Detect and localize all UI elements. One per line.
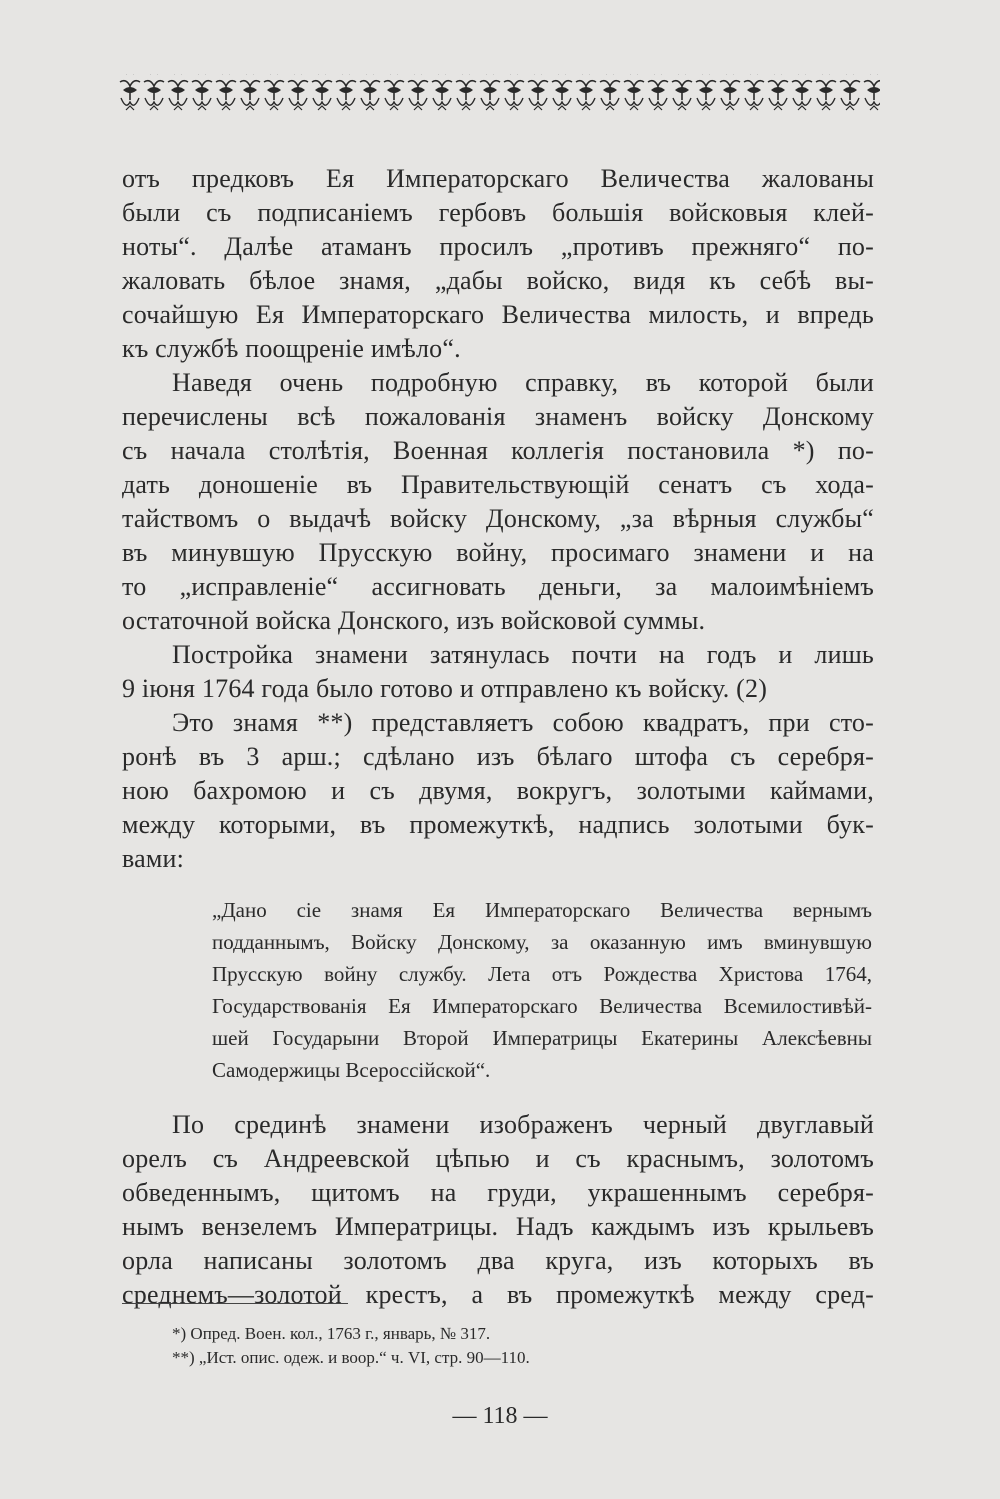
paragraph bbox=[122, 162, 874, 366]
text-line: остаточной войска Донского, изъ войсковой суммы. bbox=[122, 606, 706, 635]
text-line: въ минувшую Прусскую войну, просимаго знамени и на bbox=[122, 538, 874, 567]
text-line: вами: bbox=[122, 844, 185, 873]
text-line: дать доношеніе въ Правительствующій сенатъ съ хода- bbox=[122, 470, 874, 499]
text-line: Наведя очень подробную справку, въ которой были bbox=[172, 368, 874, 397]
banner-inscription-quote bbox=[212, 894, 872, 1086]
quote-line: Самодержицы Всероссійской“. bbox=[212, 1058, 491, 1082]
quote-line: Государствованія Ея Императорскаго Величества Всемилостивѣй- bbox=[212, 994, 872, 1018]
paragraph bbox=[122, 638, 874, 706]
text-line: были съ подписаніемъ гербовъ большія войсковыя клей- bbox=[122, 198, 874, 227]
text-line: то „исправленіе“ ассигновать деньги, за малоимѣніемъ bbox=[122, 572, 874, 601]
paragraph bbox=[122, 1108, 874, 1312]
text-line: жаловать бѣлое знамя, „дабы войско, видя къ себѣ вы- bbox=[122, 266, 874, 295]
text-line: тайствомъ о выдачѣ войску Донскому, „за вѣрныя службы“ bbox=[122, 504, 874, 533]
text-line: сочайшую Ея Императорскаго Величества милость, и впредь bbox=[122, 300, 874, 329]
text-line: среднемъ—золотой крестъ, а въ промежуткѣ между сред- bbox=[122, 1280, 874, 1309]
text-line: По срединѣ знамени изображенъ черный двуглавый bbox=[172, 1110, 874, 1139]
text-line: перечислены всѣ пожалованія знаменъ войску Донскому bbox=[122, 402, 874, 431]
text-line: Постройка знамени затянулась почти на годъ и лишь bbox=[172, 640, 874, 669]
text-line: орла написаны золотомъ два круга, изъ которыхъ въ bbox=[122, 1246, 874, 1275]
quote-line: подданнымъ, Войску Донскому, за оказанную имъ вминувшую bbox=[212, 930, 872, 954]
paragraph bbox=[122, 706, 874, 876]
text-line: 9 іюня 1764 года было готово и отправлено къ войску. (2) bbox=[122, 674, 768, 703]
text-line: между которыми, въ промежуткѣ, надпись золотыми бук- bbox=[122, 810, 874, 839]
paragraph bbox=[122, 366, 874, 638]
text-line: обведеннымъ, щитомъ на груди, украшеннымъ серебря- bbox=[122, 1178, 874, 1207]
footnote-divider bbox=[122, 1303, 348, 1304]
quote-line: Прусскую войну службу. Лета отъ Рождества Христова 1764, bbox=[212, 962, 872, 986]
page-number: — 118 — bbox=[452, 1403, 548, 1429]
quote-line: шей Государыни Второй Императрицы Екатерины Алексѣевны bbox=[212, 1026, 872, 1050]
text-line: съ начала столѣтія, Военная коллегія постановила *) по- bbox=[122, 436, 874, 465]
quote-line: „Дано сіе знамя Ея Императорскаго Величества вернымъ bbox=[212, 898, 872, 922]
text-line: отъ предковъ Ея Императорскаго Величества жалованы bbox=[122, 164, 874, 193]
text-line: ноты“. Далѣе атаманъ просилъ „противъ прежняго“ по- bbox=[122, 232, 874, 261]
footnote: *) Опред. Воен. кол., 1763 г., январь, № 317. bbox=[172, 1324, 491, 1343]
main-text bbox=[122, 162, 874, 1312]
text-line: Это знамя **) представляетъ собою квадратъ, при сто- bbox=[172, 708, 874, 737]
text-line: къ службѣ поощреніе имѣло“. bbox=[122, 334, 461, 363]
footnote: **) „Ист. опис. одеж. и воор.“ ч. VI, стр. 90—110. bbox=[172, 1348, 530, 1367]
text-line: нымъ вензелемъ Императрицы. Надъ каждымъ изъ крыльевъ bbox=[122, 1212, 874, 1241]
text-line: ронѣ въ 3 арш.; сдѣлано изъ бѣлаго штофа съ серебря- bbox=[122, 742, 874, 771]
decorative-header-ornament bbox=[118, 74, 880, 114]
text-line: орелъ съ Андреевской цѣпью и съ краснымъ, золотомъ bbox=[122, 1144, 874, 1173]
text-line: ною бахромою и съ двумя, вокругъ, золотыми каймами, bbox=[122, 776, 874, 805]
footnotes bbox=[172, 1322, 692, 1370]
